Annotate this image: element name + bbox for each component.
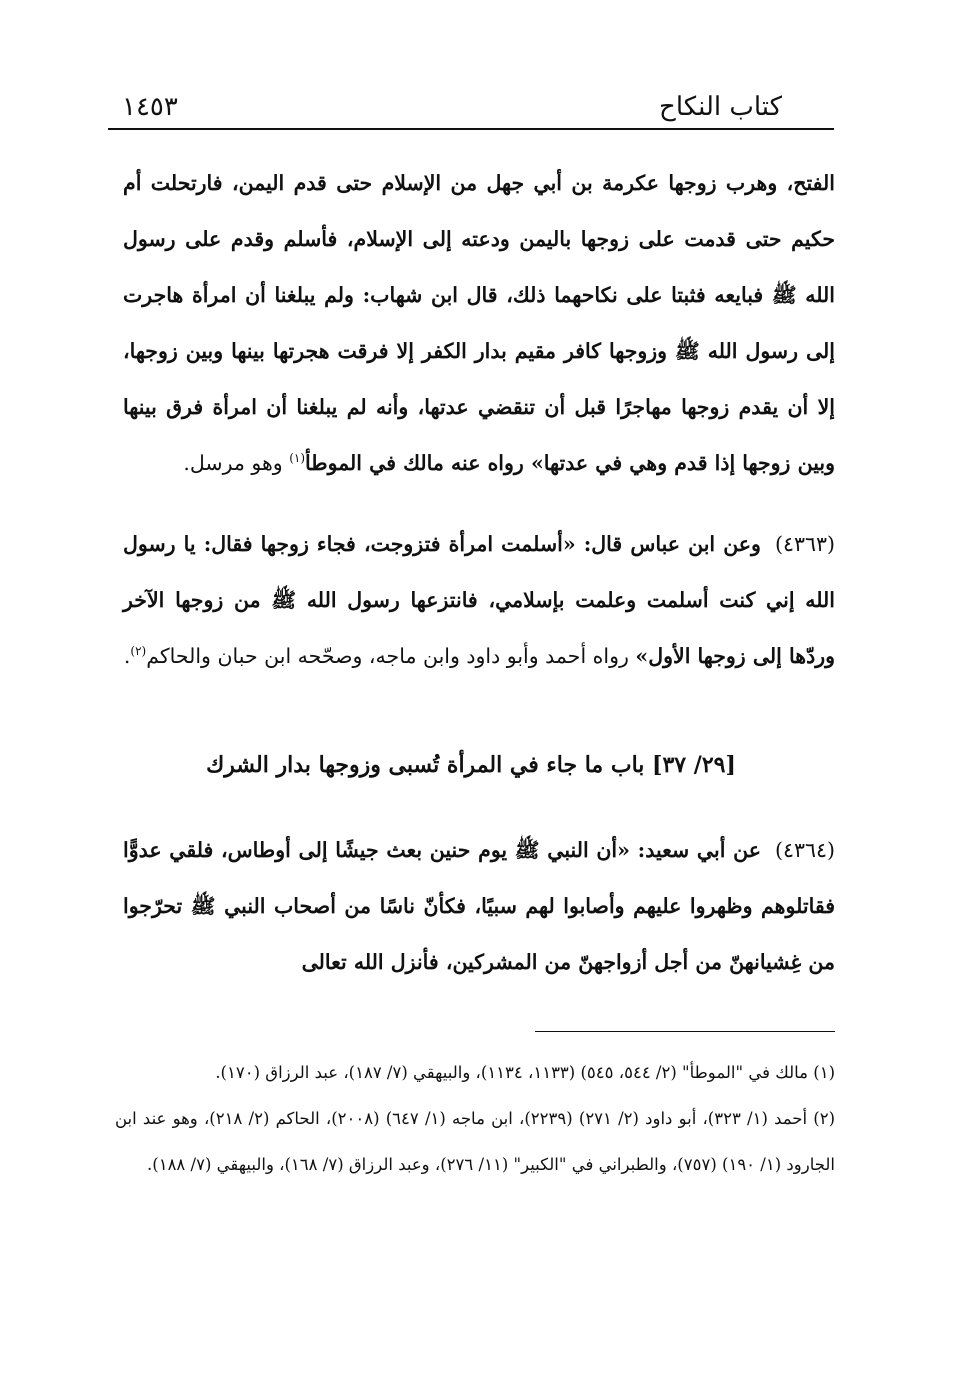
running-header [108,88,834,130]
hadith-text: عن أبي سعيد: «أن النبي ﷺ يوم حنين بعث جيشًا إلى أوطاس، فلقي عدوًّا فقاتلوهم وظهروا عليهم وأصابوا لهم سبيًا، فكأنّ ناسًا من أصحاب النبي ﷺ تحرّجوا من غِشيانهنّ من أجل أزواجهنّ من المشركين، فأنزل الله تعالى [123,838,835,974]
section-heading: [٢٩/ ٣٧] باب ما جاء في المرأة تُسبى وزوجها بدار الشرك [206,752,736,778]
page-number: ١٤٥٣ [122,92,178,122]
footnote-ref-2[interactable]: (٢) [130,644,147,659]
footnote-1: (١) مالك في "الموطأ" (٢/ ٥٤٤، ٥٤٥) (١١٣٣، ١١٣٤)، والبيهقي (٧/ ١٨٧)، عبد الرزاق (١٧٠). [215,1063,835,1082]
footnotes [115,1050,835,1188]
paragraph-continuation [123,155,835,491]
footnote-divider [535,1031,835,1032]
hadith-number: (٤٣٦٤) [774,838,835,862]
footnote-ref-1[interactable]: (١) [289,451,306,466]
hadith-text: وعن ابن عباس قال: «أسلمت امرأة فتزوجت، فجاء زوجها فقال: يا رسول الله إني كنت أسلمت وعلمت بإسلامي، فانتزعها رسول الله ﷺ من زوجها الآخر وردّها إلى زوجها الأول» [123,532,835,668]
chapter-title: كتاب النكاح [659,92,782,122]
hadith-source: رواه أحمد وأبو داود وابن ماجه، وصحّحه ابن حبان والحاكم [146,644,636,668]
hadith-4363 [123,516,835,684]
paragraph-text: الفتح، وهرب زوجها عكرمة بن أبي جهل من الإسلام حتى قدم اليمن، فارتحلت أم حكيم حتى قدمت على زوجها باليمن ودعته إلى الإسلام، فأسلم وقدم على رسول الله ﷺ فبايعه فثبتا على نكاحهما ذلك، قال ابن شهاب: ولم يبلغنا أن امرأة هاجرت إلى رسول الله ﷺ وزوجها كافر مقيم بدار الكفر إلا فرقت هجرتها بينها وبين زوجها، إلا أن يقدم زوجها مهاجرًا قبل أن تنقضي عدتها، وأنه لم يبلغنا أن امرأة فرق بينها وبين زوجها إذا قدم وهي في عدتها» رواه عنه مالك في الموطأ [123,171,835,475]
hadith-4364 [123,822,835,990]
paragraph-tail: وهو مرسل. [183,451,290,475]
hadith-number: (٤٣٦٣) [774,532,835,556]
hadith-end: . [123,644,131,668]
footnote-2: (٢) أحمد (١/ ٣٢٣)، أبو داود (٢/ ٢٧١) (٢٢٣٩)، ابن ماجه (١/ ٦٤٧) (٢٠٠٨)، الحاكم (٢/ ٢١٨)، وهو عند ابن الجارود (١/ ١٩٠) (٧٥٧)، والطبراني في "الكبير" (١١/ ٢٧٦)، وعبد الرزاق (٧/ ١٦٨)، والبيهقي (٧/ ١٨٨). [115,1109,835,1174]
